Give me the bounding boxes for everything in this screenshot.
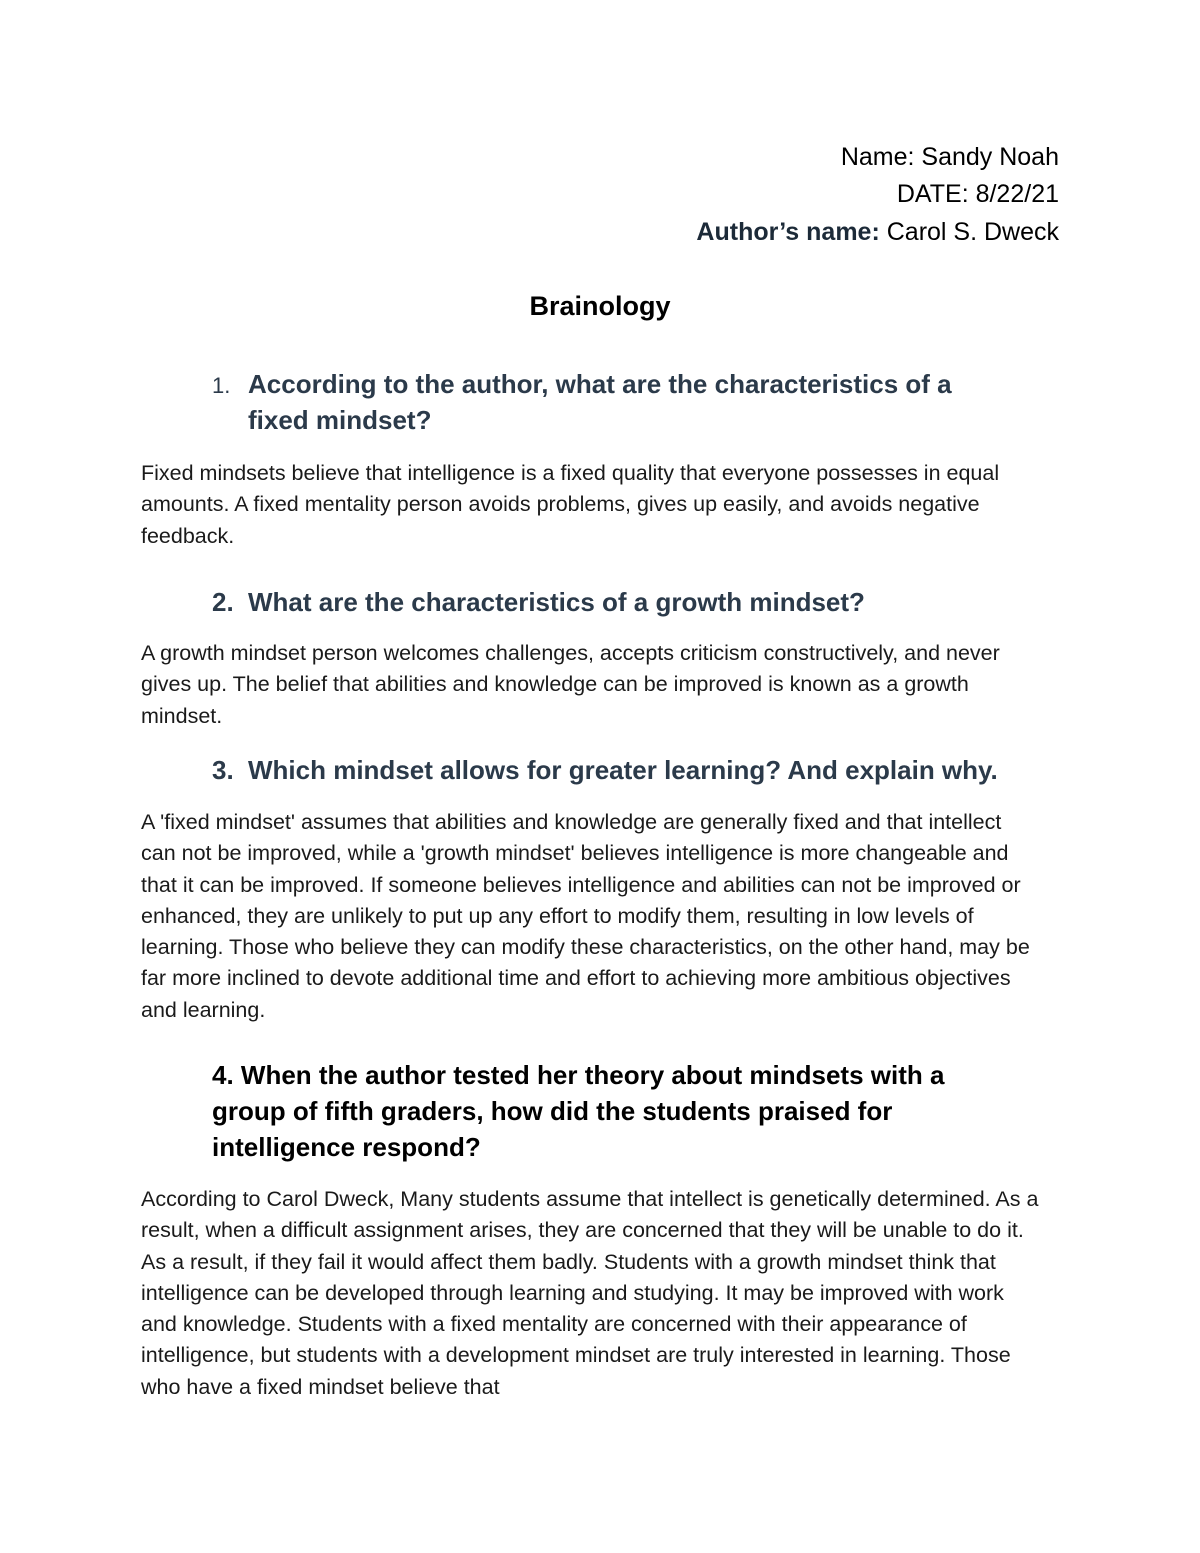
page-title: Brainology [529, 291, 671, 321]
author-value: Carol S. Dweck [886, 218, 1059, 246]
question-3 [212, 752, 1072, 788]
question-2-number: 2. [212, 587, 234, 617]
date-line: DATE: 8/22/21 [896, 180, 1059, 208]
question-1-number: 1. [212, 373, 231, 398]
question-4-text: 4. When the author tested her theory about mindsets with a group of fifth graders, how did the students praised for intelligence respond? [212, 1060, 945, 1162]
author-label: Author’s name: [696, 218, 880, 246]
question-3-number: 3. [212, 755, 234, 785]
answer-4: According to Carol Dweck, Many students assume that intellect is genetically determined. As a result, when a difficult assignment arises, they are concerned that they will be unable to do it. As a result, if they fail it would affect them badly. Students with a growth mindset think that intelligence can be developed through learning and studying. It may be improved with work and knowledge. Students with a fixed mentality are concerned with their appearance of intelligence, but students with a development mindset are truly interested in learning. Those who have a fixed mindset believe that [141, 1187, 1039, 1399]
question-4 [212, 1057, 1012, 1165]
answer-2: A growth mindset person welcomes challenges, accepts criticism constructively, and never gives up. The belief that abilities and knowledge can be improved is known as a growth mindset. [141, 641, 1000, 728]
question-3-text: Which mindset allows for greater learning? And explain why. [248, 755, 998, 785]
student-name: Name: Sandy Noah [840, 143, 1059, 171]
question-2 [212, 584, 1032, 620]
question-1-text: According to the author, what are the characteristics of a fixed mindset? [248, 369, 952, 435]
answer-1: Fixed mindsets believe that intelligence is a fixed quality that everyone possesses in equal amounts. A fixed mentality person avoids problems, gives up easily, and avoids negative feedback. [141, 461, 1000, 548]
author-line [696, 217, 1059, 247]
question-1 [212, 366, 1012, 438]
answer-3: A 'fixed mindset' assumes that abilities and knowledge are generally fixed and that intellect can not be improved, while a 'growth mindset' believes intelligence is more changeable and that it can be improved. If someone believes intelligence and abilities can not be improved or enhanced, they are unlikely to put up any effort to modify them, resulting in low levels of learning. Those who believe they can modify these characteristics, on the other hand, may be far more inclined to devote additional time and effort to achieving more ambitious objectives and learning. [141, 810, 1030, 1022]
question-2-text: What are the characteristics of a growth mindset? [248, 587, 865, 617]
